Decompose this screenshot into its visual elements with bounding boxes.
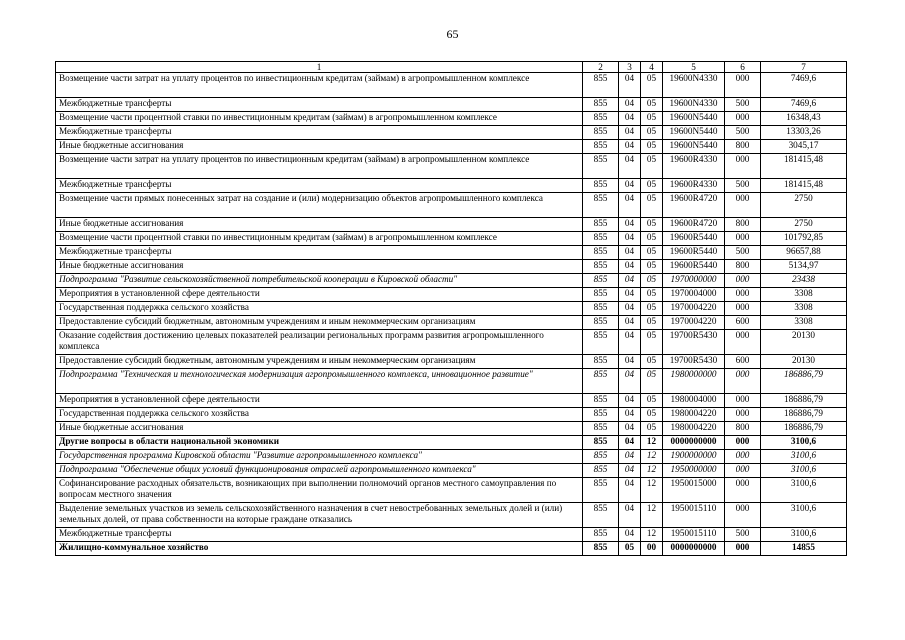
subsection-code: 12 [641,450,663,464]
target-article-code: 19600N5440 [663,140,725,154]
table-row [56,542,847,556]
row-description: Иные бюджетные ассигнования [56,422,583,436]
row-description: Подпрограмма "Техническая и технологическая модернизация агропромышленного комплекса, инновационное развитие" [56,369,583,394]
section-code: 04 [619,503,641,528]
subsection-code: 12 [641,503,663,528]
amount-value: 3308 [761,288,847,302]
target-article-code: 1970004220 [663,302,725,316]
column-header-2: 2 [583,62,619,73]
target-article-code: 1950000000 [663,464,725,478]
table-row [56,98,847,112]
row-description: Возмещение части затрат на уплату процентов по инвестиционным кредитам (займам) в агропромышленном комплексе [56,154,583,179]
ministry-code: 855 [583,394,619,408]
ministry-code: 855 [583,408,619,422]
column-header-7: 7 [761,62,847,73]
row-description: Мероприятия в установленной сфере деятельности [56,288,583,302]
expense-type-code: 600 [725,355,761,369]
section-code: 05 [619,542,641,556]
section-code: 04 [619,73,641,98]
target-article-code: 1980000000 [663,369,725,394]
row-description: Межбюджетные трансферты [56,246,583,260]
amount-value: 5134,97 [761,260,847,274]
subsection-code: 05 [641,260,663,274]
subsection-code: 05 [641,98,663,112]
ministry-code: 855 [583,232,619,246]
table-row [56,422,847,436]
ministry-code: 855 [583,450,619,464]
amount-value: 2750 [761,218,847,232]
amount-value: 181415,48 [761,179,847,193]
section-code: 04 [619,260,641,274]
section-code: 04 [619,355,641,369]
subsection-code: 12 [641,464,663,478]
amount-value: 16348,43 [761,112,847,126]
row-description: Предоставление субсидий бюджетным, автономным учреждениям и иным некоммерческим организациям [56,316,583,330]
target-article-code: 19600N5440 [663,112,725,126]
expense-type-code: 000 [725,478,761,503]
target-article-code: 1900000000 [663,450,725,464]
expense-type-code: 000 [725,302,761,316]
amount-value: 181415,48 [761,154,847,179]
page-number: 65 [446,27,459,41]
ministry-code: 855 [583,464,619,478]
table-row [56,193,847,218]
section-code: 04 [619,154,641,179]
table-row [56,260,847,274]
subsection-code: 05 [641,288,663,302]
expense-type-code: 500 [725,179,761,193]
expense-type-code: 000 [725,369,761,394]
amount-value: 3100,6 [761,503,847,528]
subsection-code: 05 [641,302,663,316]
row-description: Государственная поддержка сельского хозяйства [56,302,583,316]
row-description: Мероприятия в установленной сфере деятельности [56,394,583,408]
row-description: Иные бюджетные ассигнования [56,260,583,274]
ministry-code: 855 [583,126,619,140]
expense-type-code: 500 [725,98,761,112]
ministry-code: 855 [583,154,619,179]
expense-type-code: 000 [725,330,761,355]
subsection-code: 12 [641,436,663,450]
row-description: Другие вопросы в области национальной экономики [56,436,583,450]
expense-type-code: 000 [725,193,761,218]
target-article-code: 1950015110 [663,528,725,542]
expense-type-code: 500 [725,246,761,260]
ministry-code: 855 [583,193,619,218]
section-code: 04 [619,464,641,478]
target-article-code: 19600R4330 [663,179,725,193]
row-description: Возмещение части процентной ставки по инвестиционным кредитам (займам) в агропромышленном комплексе [56,232,583,246]
table-row [56,288,847,302]
expense-type-code: 800 [725,140,761,154]
table-row [56,246,847,260]
row-description: Подпрограмма "Развитие сельскохозяйственной потребительской кооперации в Кировской области" [56,274,583,288]
table-row [56,464,847,478]
row-description: Подпрограмма "Обеспечение общих условий функционирования отраслей агропромышленного комплекса" [56,464,583,478]
table-row [56,355,847,369]
amount-value: 2750 [761,193,847,218]
target-article-code: 1950015110 [663,503,725,528]
row-description: Иные бюджетные ассигнования [56,140,583,154]
expense-type-code: 600 [725,316,761,330]
column-header-4: 4 [641,62,663,73]
expense-type-code: 000 [725,112,761,126]
row-description: Межбюджетные трансферты [56,179,583,193]
table-row [56,394,847,408]
target-article-code: 19600R4720 [663,193,725,218]
amount-value: 186886,79 [761,408,847,422]
target-article-code: 19600R5440 [663,260,725,274]
section-code: 04 [619,140,641,154]
amount-value: 101792,85 [761,232,847,246]
target-article-code: 1980004220 [663,408,725,422]
ministry-code: 855 [583,302,619,316]
ministry-code: 855 [583,355,619,369]
subsection-code: 05 [641,316,663,330]
amount-value: 20130 [761,355,847,369]
target-article-code: 19600R5440 [663,246,725,260]
ministry-code: 855 [583,73,619,98]
amount-value: 7469,6 [761,98,847,112]
expense-type-code: 000 [725,450,761,464]
table-row [56,369,847,394]
ministry-code: 855 [583,288,619,302]
target-article-code: 19600R4720 [663,218,725,232]
subsection-code: 05 [641,355,663,369]
target-article-code: 19600N4330 [663,73,725,98]
target-article-code: 1970004000 [663,288,725,302]
row-description: Оказание содействия достижению целевых показателей реализации региональных программ развития агропромышленного комплекса [56,330,583,355]
section-code: 04 [619,98,641,112]
ministry-code: 855 [583,330,619,355]
section-code: 04 [619,330,641,355]
section-code: 04 [619,232,641,246]
table-row [56,179,847,193]
subsection-code: 05 [641,73,663,98]
ministry-code: 855 [583,218,619,232]
row-description: Межбюджетные трансферты [56,528,583,542]
target-article-code: 0000000000 [663,436,725,450]
amount-value: 3100,6 [761,436,847,450]
table-row [56,154,847,179]
amount-value: 96657,88 [761,246,847,260]
expense-type-code: 000 [725,288,761,302]
ministry-code: 855 [583,98,619,112]
target-article-code: 0000000000 [663,542,725,556]
subsection-code: 00 [641,542,663,556]
target-article-code: 1980004220 [663,422,725,436]
ministry-code: 855 [583,246,619,260]
section-code: 04 [619,302,641,316]
expense-type-code: 000 [725,436,761,450]
column-header-6: 6 [725,62,761,73]
section-code: 04 [619,408,641,422]
subsection-code: 12 [641,528,663,542]
subsection-code: 05 [641,232,663,246]
section-code: 04 [619,422,641,436]
ministry-code: 855 [583,260,619,274]
row-description: Выделение земельных участков из земель сельскохозяйственного назначения в счет невостребованных земельных долей и (или) земельных долей, от права собственности на которые граждане отказались [56,503,583,528]
subsection-code: 05 [641,154,663,179]
section-code: 04 [619,218,641,232]
section-code: 04 [619,288,641,302]
amount-value: 7469,6 [761,73,847,98]
target-article-code: 19700R5430 [663,330,725,355]
subsection-code: 05 [641,246,663,260]
row-description: Межбюджетные трансферты [56,126,583,140]
table-row [56,140,847,154]
column-number-row [56,62,847,73]
target-article-code: 1980004000 [663,394,725,408]
expense-type-code: 000 [725,232,761,246]
ministry-code: 855 [583,436,619,450]
subsection-code: 05 [641,126,663,140]
amount-value: 3100,6 [761,464,847,478]
table-row [56,232,847,246]
row-description: Софинансирование расходных обязательств, возникающих при выполнении полномочий органов местного самоуправления по вопросам местного значения [56,478,583,503]
subsection-code: 05 [641,369,663,394]
ministry-code: 855 [583,274,619,288]
table-row [56,73,847,98]
subsection-code: 05 [641,274,663,288]
target-article-code: 19600R4330 [663,154,725,179]
ministry-code: 855 [583,528,619,542]
row-description: Межбюджетные трансферты [56,98,583,112]
table-row [56,112,847,126]
table-row [56,126,847,140]
expense-type-code: 000 [725,542,761,556]
section-code: 04 [619,394,641,408]
subsection-code: 05 [641,179,663,193]
amount-value: 20130 [761,330,847,355]
expense-type-code: 500 [725,528,761,542]
ministry-code: 855 [583,478,619,503]
expense-type-code: 000 [725,274,761,288]
column-header-3: 3 [619,62,641,73]
ministry-code: 855 [583,112,619,126]
table-row [56,478,847,503]
expense-type-code: 000 [725,154,761,179]
row-description: Возмещение части затрат на уплату процентов по инвестиционным кредитам (займам) в агропромышленном комплексе [56,73,583,98]
section-code: 04 [619,112,641,126]
subsection-code: 05 [641,193,663,218]
ministry-code: 855 [583,316,619,330]
budget-table [55,61,847,556]
amount-value: 14855 [761,542,847,556]
ministry-code: 855 [583,369,619,394]
expense-type-code: 000 [725,503,761,528]
table-row [56,302,847,316]
table-row [56,274,847,288]
target-article-code: 19700R5430 [663,355,725,369]
subsection-code: 12 [641,478,663,503]
amount-value: 3308 [761,316,847,330]
table-row [56,528,847,542]
section-code: 04 [619,274,641,288]
table-body [56,73,847,556]
row-description: Иные бюджетные ассигнования [56,218,583,232]
section-code: 04 [619,436,641,450]
table-row [56,218,847,232]
section-code: 04 [619,478,641,503]
row-description: Государственная поддержка сельского хозяйства [56,408,583,422]
target-article-code: 19600N5440 [663,126,725,140]
row-description: Возмещение части процентной ставки по инвестиционным кредитам (займам) в агропромышленном комплексе [56,112,583,126]
expense-type-code: 500 [725,126,761,140]
section-code: 04 [619,450,641,464]
amount-value: 186886,79 [761,422,847,436]
expense-type-code: 000 [725,73,761,98]
section-code: 04 [619,179,641,193]
expense-type-code: 800 [725,260,761,274]
subsection-code: 05 [641,112,663,126]
row-description: Государственная программа Кировской области "Развитие агропромышленного комплекса" [56,450,583,464]
ministry-code: 855 [583,140,619,154]
table-row [56,316,847,330]
amount-value: 3100,6 [761,478,847,503]
expense-type-code: 000 [725,394,761,408]
target-article-code: 1950015000 [663,478,725,503]
target-article-code: 19600R5440 [663,232,725,246]
ministry-code: 855 [583,503,619,528]
subsection-code: 05 [641,330,663,355]
target-article-code: 1970000000 [663,274,725,288]
subsection-code: 05 [641,394,663,408]
section-code: 04 [619,193,641,218]
table-row [56,436,847,450]
amount-value: 3100,6 [761,528,847,542]
ministry-code: 855 [583,422,619,436]
section-code: 04 [619,369,641,394]
amount-value: 186886,79 [761,394,847,408]
amount-value: 13303,26 [761,126,847,140]
section-code: 04 [619,528,641,542]
expense-type-code: 000 [725,464,761,478]
expense-type-code: 800 [725,218,761,232]
amount-value: 3100,6 [761,450,847,464]
section-code: 04 [619,246,641,260]
subsection-code: 05 [641,408,663,422]
table-row [56,408,847,422]
target-article-code: 1970004220 [663,316,725,330]
expense-type-code: 000 [725,408,761,422]
subsection-code: 05 [641,218,663,232]
amount-value: 186886,79 [761,369,847,394]
row-description: Возмещение части прямых понесенных затрат на создание и (или) модернизацию объектов агропромышленного комплекса [56,193,583,218]
target-article-code: 19600N4330 [663,98,725,112]
row-description: Предоставление субсидий бюджетным, автономным учреждениям и иным некоммерческим организациям [56,355,583,369]
table-row [56,450,847,464]
section-code: 04 [619,126,641,140]
section-code: 04 [619,316,641,330]
subsection-code: 05 [641,422,663,436]
ministry-code: 855 [583,179,619,193]
column-header-1: 1 [56,62,583,73]
subsection-code: 05 [641,140,663,154]
amount-value: 3308 [761,302,847,316]
ministry-code: 855 [583,542,619,556]
table-row [56,330,847,355]
amount-value: 3045,17 [761,140,847,154]
expense-type-code: 800 [725,422,761,436]
table-row [56,503,847,528]
row-description: Жилищно-коммунальное хозяйство [56,542,583,556]
amount-value: 23438 [761,274,847,288]
column-header-5: 5 [663,62,725,73]
